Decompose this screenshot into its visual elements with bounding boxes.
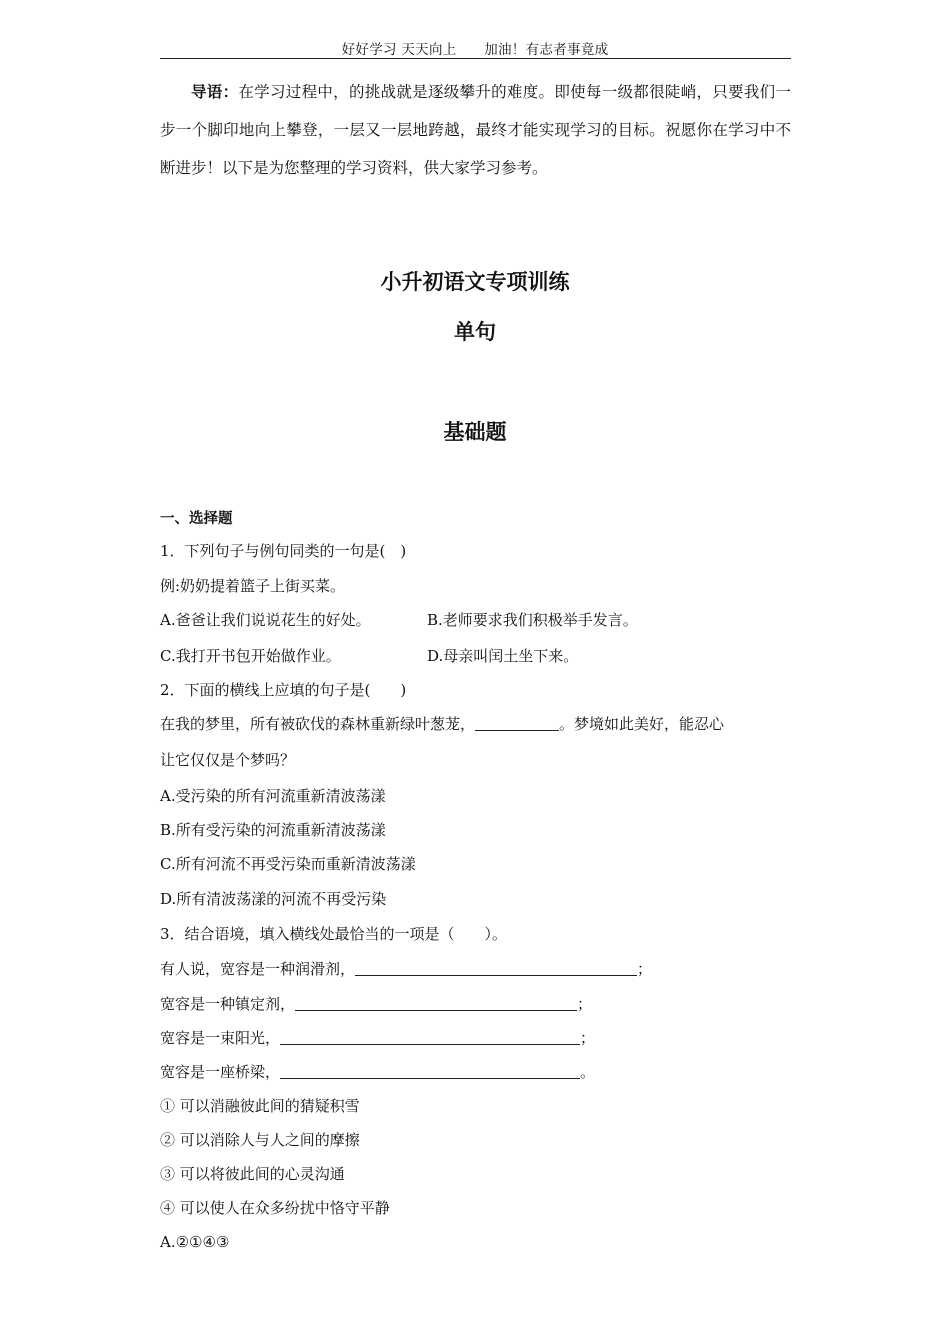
- q3-blank-2: [295, 996, 577, 1011]
- q3-item-1: ① 可以消融彼此间的猜疑积雪: [160, 1097, 360, 1115]
- intro-paragraph: [160, 73, 791, 187]
- q3-line-2-text: 宽容是一种镇定剂，: [160, 995, 296, 1013]
- q3-item-3: ③ 可以将彼此间的心灵沟通: [160, 1165, 345, 1183]
- q3-line-4: [160, 1061, 595, 1082]
- section-heading: 一、选择题: [160, 511, 233, 527]
- q1-stem: 1．下列句子与例句同类的一句是( ): [160, 542, 407, 560]
- q3-item-2: ② 可以消除人与人之间的摩擦: [160, 1131, 360, 1149]
- q3-blank-4: [280, 1064, 580, 1079]
- intro-text: 在学习过程中，的挑战就是逐级攀升的难度。即使每一级都很陡峭，只要我们一步一个脚印地向上攀登，一层又一层地跨越，最终才能实现学习的目标。祝愿你在学习中不断进步！以下是为您整理的学习资料，供大家学习参考。: [160, 83, 791, 177]
- q3-stem: 3．结合语境，填入横线处最恰当的一项是（ ）。: [160, 925, 508, 943]
- q2-passage-line1: [160, 713, 724, 734]
- q3-line-2-end: ；: [577, 995, 593, 1013]
- q3-line-3-end: ；: [580, 1029, 596, 1047]
- q2-option-d: D.所有清波荡漾的河流不再受污染: [160, 890, 387, 908]
- q2-passage-line2: 让它仅仅是个梦吗？: [160, 751, 296, 769]
- q3-line-4-end: 。: [580, 1063, 596, 1081]
- q3-blank-1: [355, 961, 637, 976]
- q2-blank: [475, 716, 559, 731]
- page-header: [160, 38, 790, 58]
- q2-option-b: B.所有受污染的河流重新清波荡漾: [160, 821, 386, 839]
- q3-line-2: [160, 993, 592, 1014]
- q3-line-3: [160, 1027, 595, 1048]
- q3-line-4-text: 宽容是一座桥梁，: [160, 1063, 281, 1081]
- q1-option-b: B.老师要求我们积极举手发言。: [427, 611, 638, 629]
- q3-blank-3: [280, 1030, 580, 1045]
- main-title: 小升初语文专项训练: [380, 270, 570, 294]
- q3-line-1: [160, 958, 652, 979]
- q1-option-a: A.爸爸让我们说说花生的好处。: [160, 611, 371, 629]
- header-divider: [160, 58, 791, 59]
- q2-stem: 2．下面的横线上应填的句子是( ): [160, 681, 407, 699]
- intro-label: 导语：: [191, 82, 239, 101]
- q1-option-c: C.我打开书包开始做作业。: [160, 647, 341, 665]
- q1-example: 例:奶奶提着篮子上街买菜。: [160, 577, 346, 595]
- q3-option-a: A.②①④③: [160, 1233, 230, 1251]
- q2-option-c: C.所有河流不再受污染而重新清波荡漾: [160, 855, 416, 873]
- q2-option-a: A.受污染的所有河流重新清波荡漾: [160, 787, 386, 805]
- header-left-text: 好好学习 天天向上: [341, 42, 457, 58]
- q2-passage-end: 。梦境如此美好，能忍心: [559, 715, 725, 733]
- q1-option-d: D.母亲叫闰土坐下来。: [427, 647, 579, 665]
- header-right-text: 加油！有志者事竟成: [484, 42, 609, 58]
- q2-passage-start: 在我的梦里，所有被砍伐的森林重新绿叶葱茏，: [160, 715, 476, 733]
- q3-line-1-end: ；: [637, 960, 653, 978]
- level-title: 基础题: [443, 420, 507, 444]
- q3-line-3-text: 宽容是一束阳光，: [160, 1029, 281, 1047]
- sub-title: 单句: [454, 320, 496, 344]
- q3-line-1-text: 有人说，宽容是一种润滑剂，: [160, 960, 356, 978]
- q3-item-4: ④ 可以使人在众多纷扰中恪守平静: [160, 1199, 390, 1217]
